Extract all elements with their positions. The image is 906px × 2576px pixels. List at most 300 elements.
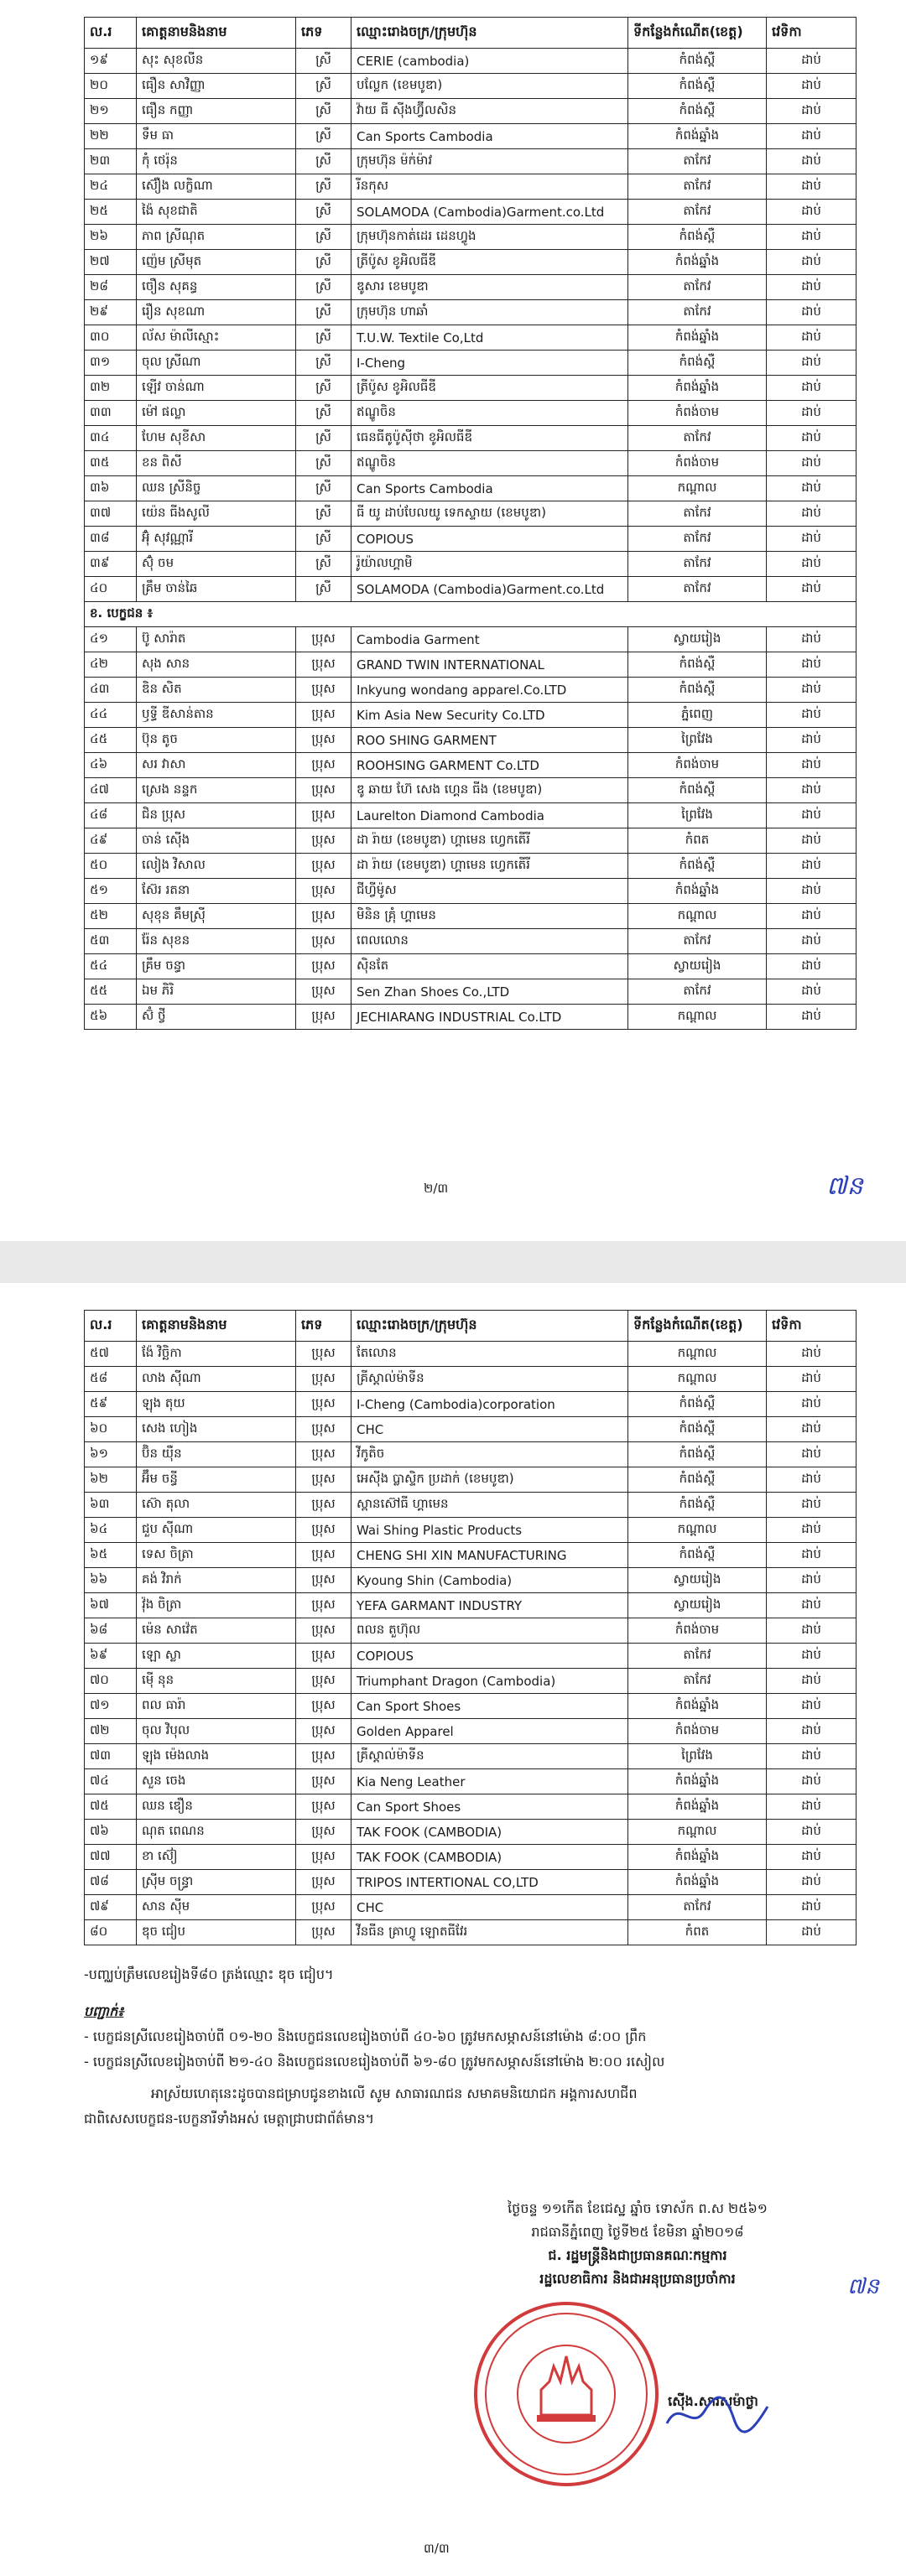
table-row: [85, 1744, 857, 1769]
candidate-name: គង់ វិរាក់: [137, 1568, 296, 1593]
row-number: ៤១: [85, 627, 137, 652]
candidate-name: ស្រ៊ីម ចន្ធ្រា: [137, 1870, 296, 1895]
candidate-name: លាង ស៊ីណា: [137, 1367, 296, 1392]
table-row: [85, 1493, 857, 1518]
sex: ស្រី: [296, 501, 351, 527]
sex: ប្រុស: [296, 1870, 351, 1895]
factory-name: Kim Asia New Security Co.LTD: [351, 703, 628, 728]
candidate-name: ស៊ឿង លក្ខិណា: [137, 174, 296, 200]
candidate-table-page-2: [84, 17, 857, 1030]
birth-province: កំពង់ឆ្នាំង: [628, 250, 767, 275]
factory-name: CHC: [351, 1895, 628, 1920]
table-row: [85, 1568, 857, 1593]
note-morning: - បេក្ខជនស្រីលេខរៀងចាប់ពី ០១-២០ និងបេក្ខជនលេខរៀងចាប់ពី ៤០-៦០ ត្រូវមកសម្ភាសន៍នៅម៉ោង ៨:០០ ព្រឹក: [84, 2028, 647, 2044]
sex: ប្រុស: [296, 1845, 351, 1870]
page-number: ៣/៣: [424, 2541, 450, 2556]
table-row: [85, 1845, 857, 1870]
row-number: ៣៧: [85, 501, 137, 527]
factory-name: Golden Apparel: [351, 1719, 628, 1744]
table-row: [85, 728, 857, 753]
candidate-name: ម៉េន សាវ៉េត: [137, 1618, 296, 1644]
birth-province: កំពង់ឆ្នាំង: [628, 1845, 767, 1870]
sex: ប្រុស: [296, 879, 351, 904]
candidate-name: ប៊ិន យ៉ឺន: [137, 1442, 296, 1467]
sex: ស្រី: [296, 275, 351, 300]
row-number: ៤២: [85, 652, 137, 678]
forum: ដាប់: [767, 1467, 857, 1493]
document-page-3: [0, 1283, 906, 2576]
row-number: ៥២: [85, 904, 137, 929]
candidate-name: ង៉ៃ សុខជាតិ: [137, 200, 296, 225]
table-row: [85, 300, 857, 325]
birth-province: កំពង់ចាម: [628, 1618, 767, 1644]
birth-province: កំពត: [628, 1920, 767, 1945]
table-row: [85, 1920, 857, 1945]
forum: ដាប់: [767, 49, 857, 74]
row-number: ២៧: [85, 250, 137, 275]
candidate-name: ឌុច ជៀប: [137, 1920, 296, 1945]
row-number: ២២: [85, 124, 137, 149]
row-number: ៧៤: [85, 1769, 137, 1794]
sex: ប្រុស: [296, 1568, 351, 1593]
table-row: [85, 1618, 857, 1644]
sex: ប្រុស: [296, 1417, 351, 1442]
candidate-name: ភាព ស្រីណុត: [137, 225, 296, 250]
row-number: ៦៣: [85, 1493, 137, 1518]
birth-province: តាកែវ: [628, 174, 767, 200]
table-row: [85, 1342, 857, 1367]
row-number: ៦៨: [85, 1618, 137, 1644]
sex: ស្រី: [296, 250, 351, 275]
row-number: ៦៤: [85, 1518, 137, 1543]
row-number: ៣៣: [85, 401, 137, 426]
candidate-name: ស៊ុំ ចម: [137, 552, 296, 577]
table-row: [85, 426, 857, 451]
table-row: [85, 828, 857, 854]
birth-province: កំពង់ឆ្នាំង: [628, 1769, 767, 1794]
birth-province: តាកែវ: [628, 426, 767, 451]
sex: ប្រុស: [296, 1794, 351, 1820]
col-header-name: គោត្តនាមនិងនាម: [137, 18, 296, 49]
forum: ដាប់: [767, 401, 857, 426]
row-number: ៦៧: [85, 1593, 137, 1618]
sex: ប្រុស: [296, 1367, 351, 1392]
forum: ដាប់: [767, 1769, 857, 1794]
sex: ស្រី: [296, 577, 351, 602]
factory-name: វីកូតិច: [351, 1442, 628, 1467]
sex: ប្រុស: [296, 1694, 351, 1719]
birth-province: តាកែវ: [628, 501, 767, 527]
row-number: ៥៨: [85, 1367, 137, 1392]
sex: ប្រុស: [296, 1769, 351, 1794]
birth-province: កំពង់ស្ពឺ: [628, 678, 767, 703]
forum: ដាប់: [767, 174, 857, 200]
table-row: [85, 678, 857, 703]
date-solar: រាជធានីភ្នំពេញ ថ្ងៃទី២៥ ខែមិនា ឆ្នាំ២០១៨: [531, 2224, 744, 2240]
birth-province: តាកែវ: [628, 200, 767, 225]
row-number: ៣០: [85, 325, 137, 351]
table-row: [85, 753, 857, 778]
candidate-name: ស៊ំ ថ្វី: [137, 1005, 296, 1030]
row-number: ៧៣: [85, 1744, 137, 1769]
candidate-name: ឈន ឌឿន: [137, 1794, 296, 1820]
sex: ស្រី: [296, 74, 351, 99]
forum: ដាប់: [767, 1719, 857, 1744]
forum: ដាប់: [767, 1005, 857, 1030]
table-row: [85, 124, 857, 149]
factory-name: CERIE (cambodia): [351, 49, 628, 74]
candidate-name: សុខុន គឹមស្រ៊ី: [137, 904, 296, 929]
table-row: [85, 854, 857, 879]
signer-name: ស៊ើង.សារសុម៉ាថ្លា: [668, 2393, 758, 2409]
table-row: [85, 778, 857, 803]
birth-province: កំពង់ស្ពឺ: [628, 778, 767, 803]
sex: ប្រុស: [296, 1543, 351, 1568]
factory-name: TAK FOOK (CAMBODIA): [351, 1820, 628, 1845]
table-row: [85, 552, 857, 577]
candidate-name: កុំ ថេរ៉ុន: [137, 149, 296, 174]
sex: ប្រុស: [296, 1820, 351, 1845]
sex: ស្រី: [296, 124, 351, 149]
table-row: [85, 1694, 857, 1719]
row-number: ៦៥: [85, 1543, 137, 1568]
row-number: ៧៧: [85, 1845, 137, 1870]
birth-province: កំពង់ចាម: [628, 451, 767, 476]
table-row: [85, 1593, 857, 1618]
birth-province: ស្វាយរៀង: [628, 627, 767, 652]
birth-province: តាកែវ: [628, 275, 767, 300]
candidate-name: គ្រឹម ចាន់ឆៃ: [137, 577, 296, 602]
row-number: ២៦: [85, 225, 137, 250]
row-number: ៤៣: [85, 678, 137, 703]
birth-province: កំពង់ស្ពឺ: [628, 652, 767, 678]
sex: ស្រី: [296, 325, 351, 351]
forum: ដាប់: [767, 1493, 857, 1518]
sex: ប្រុស: [296, 1644, 351, 1669]
col-header-province: ទីកន្លែងកំណើត(ខេត្ត): [628, 18, 767, 49]
factory-name: វីនធីន គ្រាហ្វូ ឡោតធីវែរ: [351, 1920, 628, 1945]
factory-name: ត្រីប៉ូស ខូអិលធីឌី: [351, 250, 628, 275]
row-number: ៥៦: [85, 1005, 137, 1030]
table-row: [85, 74, 857, 99]
table-row: [85, 1417, 857, 1442]
birth-province: កំពង់ស្ពឺ: [628, 49, 767, 74]
birth-province: ព្រៃវែង: [628, 1744, 767, 1769]
sex: ប្រុស: [296, 954, 351, 979]
row-number: ៦៦: [85, 1568, 137, 1593]
birth-province: កណ្តាល: [628, 1342, 767, 1367]
forum: ដាប់: [767, 527, 857, 552]
birth-province: កំពង់ស្ពឺ: [628, 74, 767, 99]
row-number: ៣៩: [85, 552, 137, 577]
forum: ដាប់: [767, 300, 857, 325]
col-header-no: ល.រ: [85, 1311, 137, 1342]
birth-province: ភ្នំពេញ: [628, 703, 767, 728]
table-row: [85, 954, 857, 979]
factory-name: រីនកុស: [351, 174, 628, 200]
row-number: ២០: [85, 74, 137, 99]
birth-province: តាកែវ: [628, 1644, 767, 1669]
sex: ប្រុស: [296, 1895, 351, 1920]
forum: ដាប់: [767, 703, 857, 728]
birth-province: កណ្តាល: [628, 904, 767, 929]
table-row: [85, 904, 857, 929]
row-number: ៥៥: [85, 979, 137, 1005]
forum: ដាប់: [767, 1568, 857, 1593]
candidate-name: ជិន ប្រុស: [137, 803, 296, 828]
sex: ស្រី: [296, 49, 351, 74]
candidate-name: ឡុង ម៉េងលាង: [137, 1744, 296, 1769]
table-row: [85, 501, 857, 527]
sex: ស្រី: [296, 451, 351, 476]
birth-province: កំពង់ស្ពឺ: [628, 225, 767, 250]
row-number: ២៣: [85, 149, 137, 174]
factory-name: SOLAMODA (Cambodia)Garment.co.Ltd: [351, 200, 628, 225]
sex: ស្រី: [296, 99, 351, 124]
sex: ប្រុស: [296, 1342, 351, 1367]
table-row: [85, 1005, 857, 1030]
forum: ដាប់: [767, 652, 857, 678]
stop-line: -បញ្ឈប់ត្រឹមលេខរៀងទី៨០ ត្រង់ឈ្មោះ ឌុច ជៀប។: [84, 1966, 334, 1982]
forum: ដាប់: [767, 1744, 857, 1769]
table-header-row: [85, 18, 857, 49]
sex: ប្រុស: [296, 1593, 351, 1618]
candidate-name: ចុល វិបុល: [137, 1719, 296, 1744]
factory-name: ដា រ៉ាយ (ខេមបូឌា) ហ្គាមេន ហ្វេកតើរី: [351, 828, 628, 854]
factory-name: Can Sports Cambodia: [351, 124, 628, 149]
factory-name: គ្រីស្តាល់ម៉ាទីន: [351, 1367, 628, 1392]
row-number: ៥៩: [85, 1392, 137, 1417]
table-row: [85, 99, 857, 124]
candidate-name: ង៉ែ វិច្ឆិកា: [137, 1342, 296, 1367]
table-row: [85, 1870, 857, 1895]
birth-province: ស្វាយរៀង: [628, 954, 767, 979]
candidate-name: សុង សាន: [137, 652, 296, 678]
row-number: ៤៥: [85, 728, 137, 753]
forum: ដាប់: [767, 1669, 857, 1694]
table-row: [85, 376, 857, 401]
row-number: ៧១: [85, 1694, 137, 1719]
row-number: ៦២: [85, 1467, 137, 1493]
row-number: ៧៦: [85, 1820, 137, 1845]
table-row: [85, 879, 857, 904]
candidate-name: ហែម សុខីសា: [137, 426, 296, 451]
factory-name: ឥណ្ឌូចិន: [351, 401, 628, 426]
forum: ដាប់: [767, 1518, 857, 1543]
birth-province: កំពង់ចាម: [628, 1719, 767, 1744]
table-row: [85, 803, 857, 828]
row-number: ២៥: [85, 200, 137, 225]
factory-name: ឌូសារ ខេមបូឌា: [351, 275, 628, 300]
factory-name: ពលន តួហ៊ុល: [351, 1618, 628, 1644]
sex: ស្រី: [296, 376, 351, 401]
row-number: ២១: [85, 99, 137, 124]
sex: ប្រុស: [296, 904, 351, 929]
sex: ស្រី: [296, 476, 351, 501]
forum: ដាប់: [767, 828, 857, 854]
row-number: ៥៧: [85, 1342, 137, 1367]
forum: ដាប់: [767, 929, 857, 954]
factory-name: ក្រុមហ៊ុន ម៉ក់ម៉ាវ: [351, 149, 628, 174]
candidate-name: ម៉ើ នុន: [137, 1669, 296, 1694]
signer-title-1: ជ. រដ្ឋមន្ត្រីនិងជាប្រធានគណៈកម្មការ: [548, 2247, 727, 2263]
sex: ស្រី: [296, 225, 351, 250]
birth-province: កំពង់ស្ពឺ: [628, 1493, 767, 1518]
sex: ប្រុស: [296, 728, 351, 753]
forum: ដាប់: [767, 351, 857, 376]
factory-name: មិនិន គ្រុំ ហ្គាមេន: [351, 904, 628, 929]
sex: ប្រុស: [296, 1920, 351, 1945]
forum: ដាប់: [767, 376, 857, 401]
col-header-forum: វេទិកា: [767, 18, 857, 49]
forum: ដាប់: [767, 854, 857, 879]
birth-province: ព្រៃវែង: [628, 803, 767, 828]
forum: ដាប់: [767, 1392, 857, 1417]
sex: ប្រុស: [296, 627, 351, 652]
sex: ប្រុស: [296, 1467, 351, 1493]
candidate-name: ប៊ុន តូច: [137, 728, 296, 753]
sex: ប្រុស: [296, 703, 351, 728]
forum: ដាប់: [767, 879, 857, 904]
sex: ប្រុស: [296, 1442, 351, 1467]
sex: ប្រុស: [296, 753, 351, 778]
col-header-no: ល.រ: [85, 18, 137, 49]
candidate-name: ញ៉េម ស្រីមុត: [137, 250, 296, 275]
forum: ដាប់: [767, 325, 857, 351]
sex: ប្រុស: [296, 1618, 351, 1644]
row-number: ៤៦: [85, 753, 137, 778]
factory-name: TRIPOS INTERTIONAL CO,LTD: [351, 1870, 628, 1895]
birth-province: កំពង់ឆ្នាំង: [628, 1694, 767, 1719]
row-number: ១៩: [85, 49, 137, 74]
row-number: ៧៥: [85, 1794, 137, 1820]
factory-name: ស៊ិនតែ: [351, 954, 628, 979]
candidate-name: អ៊ឹម ចន្ធី: [137, 1467, 296, 1493]
factory-name: ពេលលោន: [351, 929, 628, 954]
sex: ស្រី: [296, 527, 351, 552]
row-number: ៧០: [85, 1669, 137, 1694]
birth-province: កំពត: [628, 828, 767, 854]
table-row: [85, 351, 857, 376]
candidate-name: ឡុង តុយ: [137, 1392, 296, 1417]
birth-province: កំពង់ស្ពឺ: [628, 1467, 767, 1493]
official-seal-stamp: [470, 2298, 663, 2490]
row-number: ៥១: [85, 879, 137, 904]
candidate-name: ឫទ្ធី ឌីសាន់តាន: [137, 703, 296, 728]
sex: ស្រី: [296, 426, 351, 451]
birth-province: កំពង់ចាម: [628, 753, 767, 778]
sex: ប្រុស: [296, 828, 351, 854]
birth-province: ស្វាយរៀង: [628, 1568, 767, 1593]
table-row: [85, 174, 857, 200]
forum: ដាប់: [767, 803, 857, 828]
factory-name: ត្រីប៉ូស ខូអិលធីឌី: [351, 376, 628, 401]
notes-heading: បញ្ជាក់៖: [84, 2003, 124, 2019]
birth-province: កំពង់ស្ពឺ: [628, 351, 767, 376]
closing-paragraph-2: ជាពិសេសបេក្ខជន-បេក្ខនារីទាំងអស់ មេត្តាជ្រាបជាព័ត៌មាន។: [84, 2111, 375, 2127]
candidate-name: ឡើវ ចាន់ណា: [137, 376, 296, 401]
factory-name: CHENG SHI XIN MANUFACTURING: [351, 1543, 628, 1568]
candidate-name: ស្រេង នន្ទក: [137, 778, 296, 803]
note-afternoon: - បេក្ខជនស្រីលេខរៀងចាប់ពី ២១-៤០ និងបេក្ខជនលេខរៀងចាប់ពី ៦១-៨០ ត្រូវមកសម្ភាសន៍នៅម៉ោង ២:០០ រសៀល: [84, 2054, 665, 2070]
forum: ដាប់: [767, 1794, 857, 1820]
table-row: [85, 1442, 857, 1467]
candidate-name: រ៉ែន សុខន: [137, 929, 296, 954]
candidate-name: ណុត ពេណន: [137, 1820, 296, 1845]
forum: ដាប់: [767, 954, 857, 979]
row-number: ៦៩: [85, 1644, 137, 1669]
forum: ដាប់: [767, 250, 857, 275]
table-row: [85, 979, 857, 1005]
factory-name: ROO SHING GARMENT: [351, 728, 628, 753]
factory-name: គ្រីស្តាល់ម៉ាទីន: [351, 1744, 628, 1769]
candidate-name: ស៊ែរ រតនា: [137, 879, 296, 904]
factory-name: តែលោន: [351, 1342, 628, 1367]
birth-province: កំពង់ស្ពឺ: [628, 854, 767, 879]
factory-name: TAK FOOK (CAMBODIA): [351, 1845, 628, 1870]
row-number: ៦០: [85, 1417, 137, 1442]
sex: ស្រី: [296, 552, 351, 577]
forum: ដាប់: [767, 728, 857, 753]
birth-province: កំពង់ស្ពឺ: [628, 1543, 767, 1568]
sex: ស្រី: [296, 174, 351, 200]
table-row: [85, 476, 857, 501]
sex: ប្រុស: [296, 778, 351, 803]
row-number: ៣៥: [85, 451, 137, 476]
forum: ដាប់: [767, 753, 857, 778]
sex: ប្រុស: [296, 1719, 351, 1744]
sex: ស្រី: [296, 300, 351, 325]
candidate-name: សរ វាសា: [137, 753, 296, 778]
factory-name: COPIOUS: [351, 527, 628, 552]
forum: ដាប់: [767, 74, 857, 99]
birth-province: កំពង់ស្ពឺ: [628, 1417, 767, 1442]
row-number: ២៤: [85, 174, 137, 200]
table-row: [85, 1467, 857, 1493]
sex: ប្រុស: [296, 1392, 351, 1417]
birth-province: កំពង់ឆ្នាំង: [628, 1794, 767, 1820]
candidate-name: ខា ស៊ៀ: [137, 1845, 296, 1870]
factory-name: GRAND TWIN INTERNATIONAL: [351, 652, 628, 678]
table-row: [85, 200, 857, 225]
birth-province: កំពង់ឆ្នាំង: [628, 325, 767, 351]
signer-title-2: រដ្ឋលេខាធិការ និងជាអនុប្រធានប្រចាំការ: [539, 2271, 736, 2287]
sex: ស្រី: [296, 200, 351, 225]
birth-province: កណ្តាល: [628, 1367, 767, 1392]
forum: ដាប់: [767, 1870, 857, 1895]
candidate-name: ជួប ស៊ីណា: [137, 1518, 296, 1543]
factory-name: រ៉ូយ៉ាលហ្គាមិ: [351, 552, 628, 577]
table-row: [85, 1543, 857, 1568]
handwritten-initial: ៧ន: [826, 1171, 863, 1201]
forum: ដាប់: [767, 426, 857, 451]
factory-name: Laurelton Diamond Cambodia: [351, 803, 628, 828]
candidate-name: ទេស ចិត្រា: [137, 1543, 296, 1568]
birth-province: កំពង់ឆ្នាំង: [628, 124, 767, 149]
table-row: [85, 1769, 857, 1794]
row-number: ៤៤: [85, 703, 137, 728]
col-header-province: ទីកន្លែងកំណើត(ខេត្ត): [628, 1311, 767, 1342]
factory-name: I-Cheng (Cambodia)corporation: [351, 1392, 628, 1417]
birth-province: កំពង់ឆ្នាំង: [628, 879, 767, 904]
candidate-name: ឌិន សិត: [137, 678, 296, 703]
birth-province: ព្រៃវែង: [628, 728, 767, 753]
sex: ប្រុស: [296, 678, 351, 703]
forum: ដាប់: [767, 225, 857, 250]
notes-block: [84, 1962, 872, 2132]
table-row: [85, 929, 857, 954]
sex: ប្រុស: [296, 1493, 351, 1518]
